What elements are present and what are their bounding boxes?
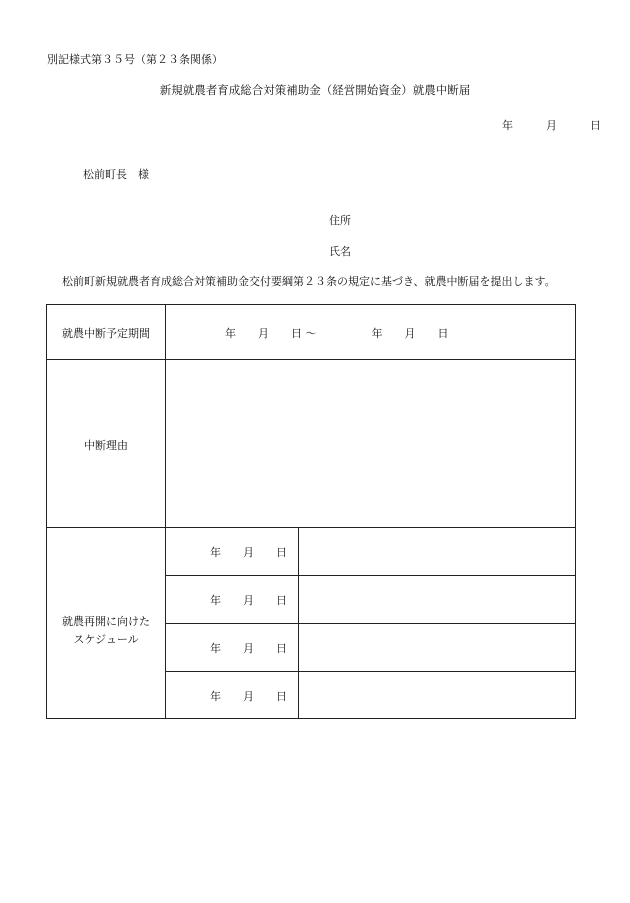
schedule-row-divider (165, 623, 575, 624)
schedule-row-divider (165, 671, 575, 672)
period-value[interactable]: 年 月 日 ～ 年 月 日 (225, 327, 449, 340)
date-year: 年 (502, 119, 513, 132)
addressee: 松前町長 様 (83, 168, 149, 181)
form-table (46, 304, 576, 719)
date-day: 日 (590, 119, 601, 132)
period-label: 就農中断予定期間 (62, 327, 150, 340)
name-label: 氏名 (329, 245, 351, 258)
row-divider (47, 527, 575, 528)
schedule-label (47, 613, 165, 647)
date-month: 月 (546, 119, 557, 132)
reason-label: 中断理由 (84, 439, 128, 452)
submission-date (502, 117, 601, 133)
document-title: 新規就農者育成総合対策補助金（経営開始資金）就農中断届 (159, 83, 471, 97)
schedule-date[interactable]: 年 月 日 (210, 594, 287, 607)
schedule-label-line-1: 就農再開に向けた (62, 615, 150, 628)
form-number: 別記様式第３５号（第２３条関係） (47, 53, 223, 66)
schedule-label-line-2: スケジュール (73, 633, 139, 646)
address-label: 住所 (329, 214, 351, 227)
schedule-row-divider (165, 575, 575, 576)
reason-field[interactable] (166, 360, 575, 527)
schedule-date[interactable]: 年 月 日 (210, 546, 287, 559)
schedule-date[interactable]: 年 月 日 (210, 642, 287, 655)
schedule-date[interactable]: 年 月 日 (210, 690, 287, 703)
statement: 松前町新規就農者育成総合対策補助金交付要綱第２３条の規定に基づき、就農中断届を提出します。 (62, 275, 556, 288)
